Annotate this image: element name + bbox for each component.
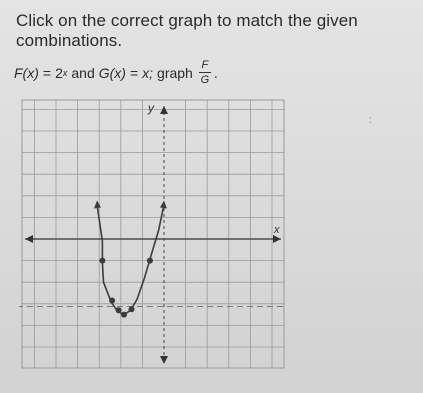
curve-point bbox=[116, 307, 122, 313]
curve-point bbox=[99, 258, 105, 264]
equals-sign-g: = bbox=[129, 64, 139, 81]
g-function-name: G(x) bbox=[98, 64, 126, 81]
fraction-denominator: G bbox=[200, 74, 210, 86]
graph-option[interactable] bbox=[19, 98, 287, 370]
question-formula bbox=[14, 59, 218, 86]
curve-point bbox=[129, 306, 135, 312]
fraction-numerator: F bbox=[201, 59, 209, 71]
f-base: 2 bbox=[55, 64, 63, 81]
question-instruction: Click on the correct graph to match the given combinations. bbox=[16, 11, 358, 50]
function-curve bbox=[97, 204, 164, 314]
side-mark: : bbox=[369, 115, 372, 126]
f-over-g-fraction bbox=[199, 59, 211, 86]
curve-point bbox=[147, 258, 153, 264]
graph-word: graph bbox=[157, 64, 193, 81]
x-axis-right-arrow-icon bbox=[273, 235, 281, 243]
fraction-bar bbox=[199, 72, 211, 73]
y-axis-label: y bbox=[148, 101, 154, 115]
x-axis-label: x bbox=[274, 224, 280, 236]
curve-left-arrow-icon bbox=[94, 200, 101, 208]
x-axis-left-arrow-icon bbox=[25, 235, 33, 243]
curve-right-arrow-icon bbox=[160, 200, 167, 208]
graph-border bbox=[22, 100, 284, 368]
f-exponent: x bbox=[62, 67, 68, 78]
curve-point bbox=[109, 298, 115, 304]
f-function-name: F(x) bbox=[14, 64, 39, 81]
formula-period: . bbox=[213, 64, 218, 81]
y-axis-up-arrow-icon bbox=[160, 106, 168, 114]
y-axis-down-arrow-icon bbox=[160, 356, 168, 364]
curve-point bbox=[121, 312, 127, 318]
graph-plot[interactable] bbox=[19, 98, 287, 370]
and-word: and bbox=[71, 64, 95, 81]
g-value: x; bbox=[142, 64, 154, 81]
equals-sign-f: = bbox=[42, 64, 52, 81]
